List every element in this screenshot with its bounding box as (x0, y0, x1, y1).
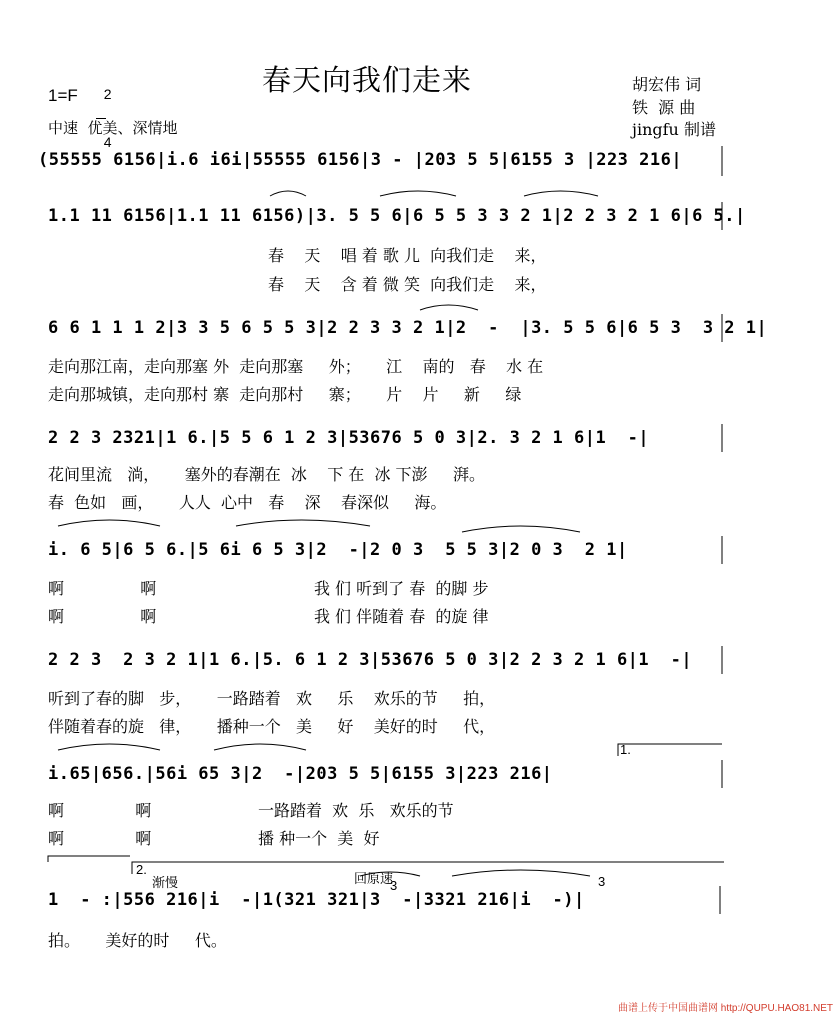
notation-line-7: i.65|656.|56i 65 3|2 -|203 5 5|6155 3|223 216| (48, 764, 553, 784)
site-footer: 曲谱上传于中国曲谱网 http://QUPU.HAO81.NET (618, 1003, 833, 1014)
a-tempo-marking: 回原速 (354, 871, 394, 886)
lyricist-credit: 胡宏伟 词 (632, 75, 702, 94)
triplet-mark-1: 3 (390, 878, 398, 893)
notation-line-6: 2 2 3 2 3 2 1|1 6.|5. 6 1 2 3|53676 5 0 3|2 2 3 2 1 6|1 -| (48, 650, 693, 670)
notation-line-5: i. 6 5|6 5 6.|5 6i 6 5 3|2 -|2 0 3 5 5 3|2 0 3 2 1| (48, 540, 628, 560)
lyric-line-4b: 春 色如 画， 人人 心中 春 深 春深似 海。 (48, 493, 447, 512)
tempo-marking: 中速 优美、深情地 (48, 119, 178, 137)
volta-1-label: 1. (620, 742, 631, 757)
lyric-line-7b: 啊 啊 播 种一个 美 好 (48, 829, 380, 848)
notation-line-4: 2 2 3 2321|1 6.|5 5 6 1 2 3|53676 5 0 3|2. 3 2 1 6|1 -| (48, 428, 650, 448)
lyric-line-6a: 听到了春的脚 步， 一路踏着 欢 乐 欢乐的节 拍， (48, 689, 496, 708)
composer-credit: 铁 源 曲 (632, 98, 696, 117)
lyric-line-8: 拍。 美好的时 代。 (48, 931, 227, 950)
page-title: 春天向我们走来 (262, 63, 473, 97)
lyric-line-5a: 啊 啊 我 们 听到了 春 的脚 步 (48, 579, 489, 598)
lyric-line-3a: 走向那江南，走向那塞 外 走向那塞 外； 江 南的 春 水 在 (48, 357, 544, 376)
time-bottom: 4 (103, 134, 112, 150)
lyric-line-4a: 花间里流 淌， 塞外的春潮在 冰 下 在 冰 下澎 湃。 (48, 465, 485, 484)
lyric-line-6b: 伴随着春的旋 律， 播种一个 美 好 美好的时 代， (48, 717, 496, 736)
ritard-marking: 渐慢 (152, 875, 179, 890)
transcriber-credit: jingfu 制谱 (632, 120, 716, 139)
notation-line-8: 1 - :|556 216|i -|1(321 321|3 -|3321 216|i -)| (48, 890, 585, 910)
triplet-mark-2: 3 (598, 874, 606, 889)
lyric-line-2b: 春 天 含 着 微 笑 向我们走 来， (268, 275, 547, 294)
lyric-line-2a: 春 天 唱 着 歌 儿 向我们走 来， (268, 246, 547, 265)
notation-line-3: 6 6 1 1 1 2|3 3 5 6 5 5 3|2 2 3 3 2 1|2 - |3. 5 5 6|6 5 3 3 2 1| (48, 318, 768, 338)
lyric-line-7a: 啊 啊 一路踏着 欢 乐 欢乐的节 (48, 801, 454, 820)
lyric-line-5b: 啊 啊 我 们 伴随着 春 的旋 律 (48, 607, 489, 626)
notation-line-2: 1.1 11 6156|1.1 11 6156)|3. 5 5 6|6 5 5 3 3 2 1|2 2 3 2 1 6|6 5.| (48, 206, 746, 226)
volta-2-label: 2. (136, 862, 147, 877)
time-top: 2 (103, 86, 112, 102)
notation-line-1: (55555 6156|i.6 i6i|55555 6156|3 - |203 5 5|6155 3 |223 216| (38, 150, 683, 170)
lyric-line-3b: 走向那城镇，走向那村 寨 走向那村 寨； 片 片 新 绿 (48, 385, 522, 404)
key-signature: 1=F (48, 86, 78, 105)
